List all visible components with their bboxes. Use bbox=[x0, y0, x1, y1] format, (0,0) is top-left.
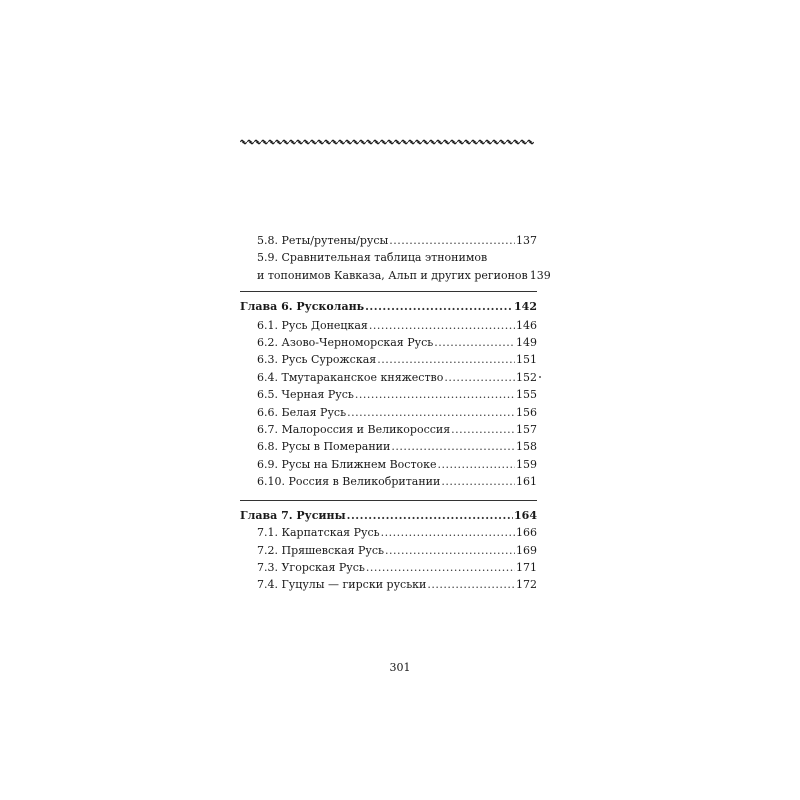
dot-leader bbox=[347, 404, 515, 421]
toc-chapter-7[interactable] bbox=[240, 507, 537, 524]
dot-leader bbox=[365, 298, 513, 315]
toc-entry-page: 155 bbox=[516, 388, 537, 402]
toc-entry-title: 7.3. Угорская Русь bbox=[257, 560, 365, 574]
toc-entry[interactable] bbox=[240, 473, 537, 490]
table-of-contents bbox=[240, 232, 551, 594]
toc-entry-page: 151 bbox=[516, 353, 537, 367]
dot-leader bbox=[385, 542, 515, 559]
toc-chapter-6[interactable] bbox=[240, 298, 537, 315]
toc-entry[interactable] bbox=[240, 369, 537, 386]
toc-entry-page: 171 bbox=[516, 560, 537, 574]
toc-entry-title: 6.5. Черная Русь bbox=[257, 388, 354, 402]
toc-entry[interactable] bbox=[240, 542, 537, 559]
dot-leader bbox=[381, 524, 515, 541]
dot-leader bbox=[441, 473, 515, 490]
toc-entry-5-9[interactable] bbox=[240, 267, 551, 284]
toc-entry-title: 6.10. Россия в Великобритании bbox=[257, 475, 441, 489]
toc-entry[interactable] bbox=[240, 386, 537, 403]
dot-leader bbox=[438, 456, 515, 473]
toc-entry-title: 6.8. Русы в Померании bbox=[257, 440, 391, 454]
dot-leader bbox=[366, 559, 515, 576]
toc-entry-page: 149 bbox=[516, 336, 537, 350]
dot-leader bbox=[444, 369, 515, 386]
toc-entry-page: 158 bbox=[516, 440, 537, 454]
toc-entry-title: 6.6. Белая Русь bbox=[257, 405, 347, 419]
toc-entry-page: 166 bbox=[516, 526, 537, 540]
toc-entry-page: 172 bbox=[516, 578, 537, 592]
toc-entry-page: 159 bbox=[516, 457, 537, 471]
toc-entry[interactable] bbox=[240, 456, 537, 473]
toc-entry[interactable] bbox=[240, 559, 537, 576]
toc-entry-title: 6.7. Малороссия и Великороссия bbox=[257, 423, 451, 437]
toc-entry-page: 139 bbox=[529, 268, 551, 282]
toc-entry-title: 6.1. Русь Донецкая bbox=[257, 318, 368, 332]
dot-leader bbox=[451, 421, 515, 438]
chapter-page: 164 bbox=[514, 508, 537, 522]
toc-entry[interactable] bbox=[240, 317, 537, 334]
toc-entry-5-9-line1: 5.9. Сравнительная таблица этнонимов bbox=[257, 251, 488, 265]
chapter-page: 142 bbox=[514, 300, 537, 314]
toc-entry[interactable] bbox=[240, 421, 537, 438]
decorative-border-ornament bbox=[240, 137, 534, 147]
toc-entry-title: 6.2. Азово-Черноморская Русь bbox=[257, 336, 434, 350]
toc-entry-title: 6.4. Тмутараканское княжество bbox=[257, 370, 444, 384]
toc-entry[interactable] bbox=[240, 524, 537, 541]
toc-entry-page: 161 bbox=[516, 475, 537, 489]
dot-leader bbox=[347, 507, 513, 524]
toc-entry-5-8[interactable] bbox=[240, 232, 537, 249]
toc-entry[interactable] bbox=[240, 334, 537, 351]
toc-entry-page: 152 bbox=[516, 370, 537, 384]
page-number: 301 bbox=[389, 661, 411, 674]
section-divider bbox=[240, 291, 537, 292]
dot-leader bbox=[355, 386, 515, 403]
toc-entry-page: 137 bbox=[516, 234, 537, 247]
chapter-title: Глава 6. Русколань bbox=[240, 300, 365, 314]
toc-entry-page: 169 bbox=[516, 543, 537, 557]
toc-entry-title: 7.1. Карпатская Русь bbox=[257, 526, 380, 540]
toc-entry-title: 7.2. Пряшевская Русь bbox=[257, 543, 385, 557]
toc-entry[interactable] bbox=[240, 438, 537, 455]
section-divider bbox=[240, 500, 537, 501]
toc-entry[interactable] bbox=[240, 404, 537, 421]
toc-entry[interactable] bbox=[240, 576, 537, 593]
dot-leader bbox=[427, 576, 515, 593]
chapter-title: Глава 7. Русины bbox=[240, 508, 346, 522]
toc-entry-title: 7.4. Гуцулы — гирски руськи bbox=[257, 578, 427, 592]
toc-entry[interactable] bbox=[240, 351, 537, 368]
dot-leader bbox=[434, 334, 515, 351]
dot-leader bbox=[389, 232, 515, 249]
toc-entry-page: 157 bbox=[516, 423, 537, 437]
print-speck bbox=[539, 376, 541, 378]
toc-entry-title: 6.3. Русь Сурожская bbox=[257, 353, 377, 367]
dot-leader bbox=[391, 438, 515, 455]
dot-leader bbox=[377, 351, 515, 368]
dot-leader bbox=[369, 317, 515, 334]
toc-entry-title: 6.9. Русы на Ближнем Востоке bbox=[257, 457, 437, 471]
toc-entry-page: 146 bbox=[516, 318, 537, 332]
toc-entry-page: 156 bbox=[516, 405, 537, 419]
toc-entry-title: и топонимов Кавказа, Альп и других регионов bbox=[257, 268, 528, 282]
toc-entry-title: 5.8. Реты/рутены/русы bbox=[257, 234, 389, 247]
